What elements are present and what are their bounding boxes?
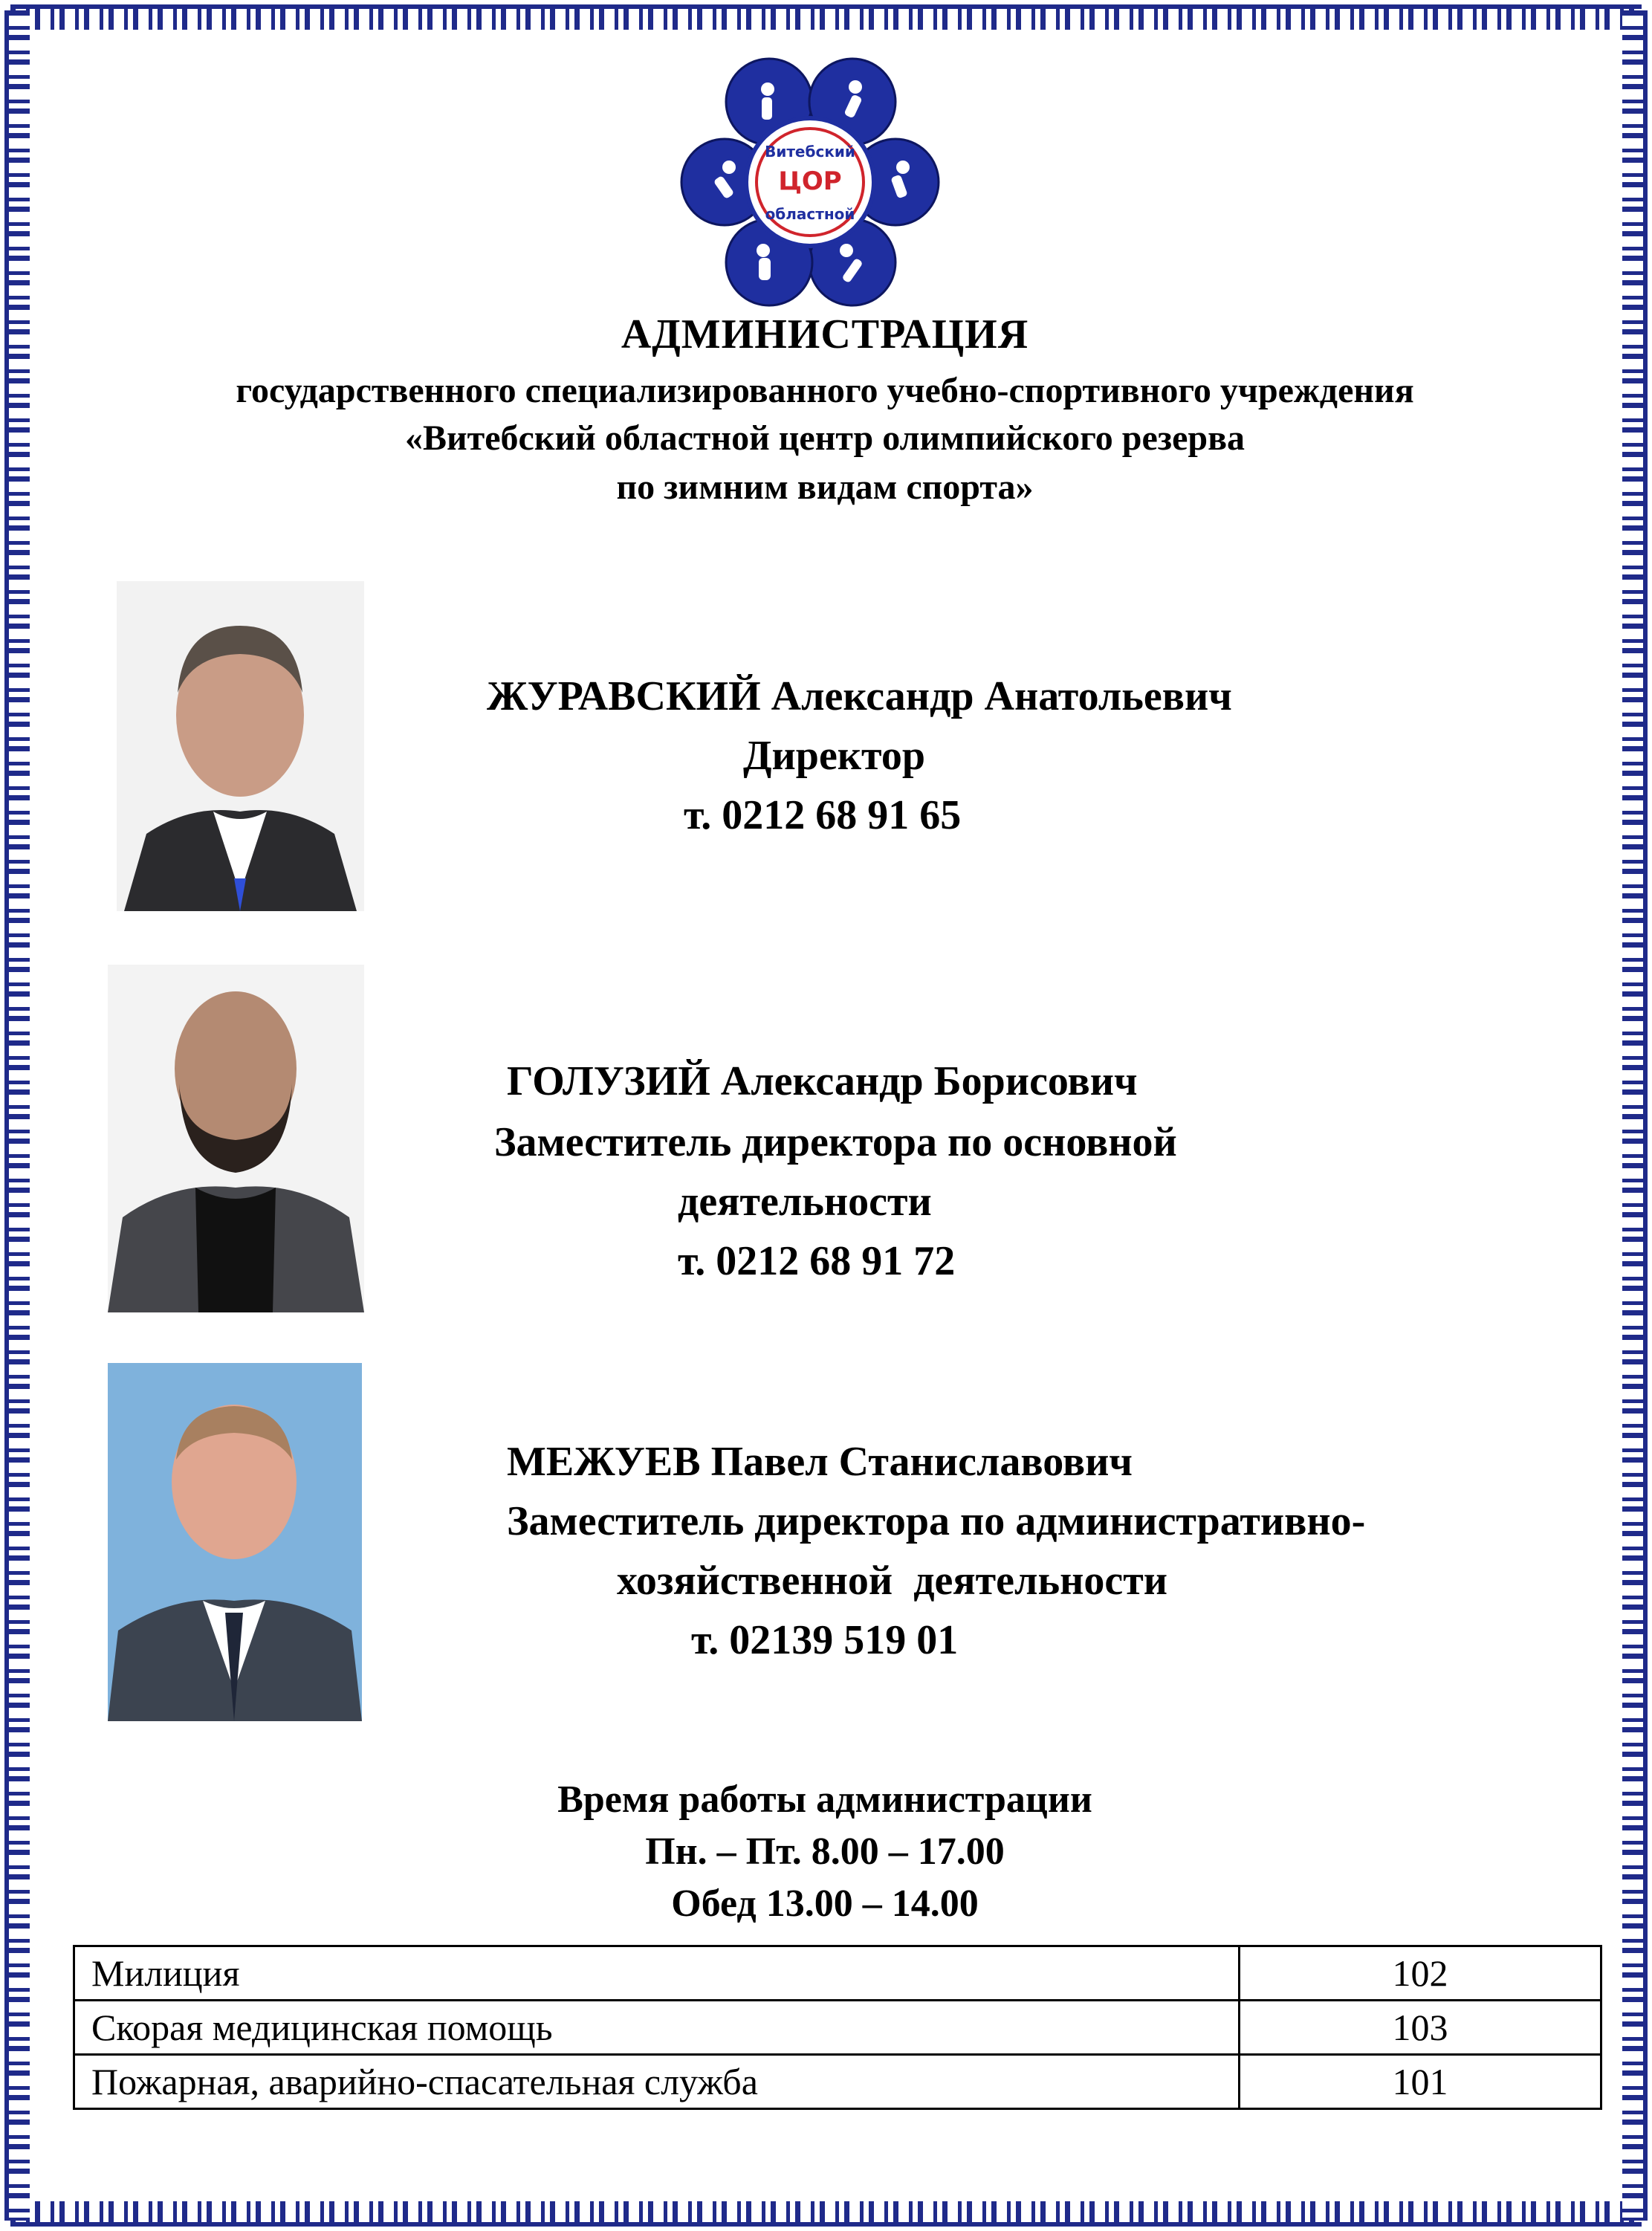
deputy-main-activity-position-line-2: деятельности	[678, 1179, 932, 1225]
emblem-text-bottom: областной	[765, 205, 855, 223]
service-name: Пожарная, аварийно-спасательная служба	[74, 2055, 1240, 2109]
table-row	[74, 2055, 1601, 2109]
director-position: Директор	[743, 733, 925, 779]
deputy-main-activity-name: ГОЛУЗИЙ Александр Борисович	[507, 1058, 1138, 1104]
deputy-administrative-position-line-2: хозяйственной деятельности	[617, 1558, 1167, 1604]
director-photo	[117, 581, 364, 911]
director-phone: т. 0212 68 91 65	[684, 792, 962, 838]
deputy-administrative-name: МЕЖУЕВ Павел Станиславович	[507, 1439, 1133, 1485]
frame-left-border	[4, 10, 30, 2221]
frame-bottom-border	[10, 2201, 1642, 2227]
emblem-text-top: Витебский	[765, 143, 855, 161]
working-hours-title: Время работы администрации	[557, 1778, 1092, 1821]
institution-line-2: «Витебский областной центр олимпийского резерва	[405, 418, 1245, 458]
olympic-reserve-center-emblem	[680, 56, 940, 308]
frame-top-border	[10, 4, 1642, 30]
institution-line-3: по зимним видам спорта»	[616, 467, 1034, 507]
service-name: Скорая медицинская помощь	[74, 2001, 1240, 2055]
service-number: 102	[1240, 1946, 1601, 2001]
deputy-administrative-phone: т. 02139 519 01	[691, 1617, 959, 1663]
institution-line-1: государственного специализированного учебно-спортивного учреждения	[236, 371, 1414, 410]
table-row	[74, 2001, 1601, 2055]
page-title: АДМИНИСТРАЦИЯ	[621, 311, 1029, 357]
deputy-main-activity-photo	[108, 965, 364, 1312]
emergency-numbers-table	[73, 1945, 1602, 2110]
director-name: ЖУРАВСКИЙ Александр Анатольевич	[487, 673, 1232, 719]
service-number: 101	[1240, 2055, 1601, 2109]
service-name: Милиция	[74, 1946, 1240, 2001]
emblem-text-center: ЦОР	[778, 166, 842, 196]
working-hours-lunch: Обед 13.00 – 14.00	[671, 1882, 979, 1925]
deputy-administrative-photo	[108, 1363, 362, 1721]
deputy-main-activity-position-line-1: Заместитель директора по основной	[494, 1119, 1177, 1165]
working-hours-weekdays: Пн. – Пт. 8.00 – 17.00	[645, 1830, 1005, 1873]
table-row	[74, 1946, 1601, 2001]
frame-right-border	[1622, 10, 1648, 2221]
service-number: 103	[1240, 2001, 1601, 2055]
deputy-main-activity-phone: т. 0212 68 91 72	[678, 1238, 956, 1284]
deputy-administrative-position-line-1: Заместитель директора по административно-	[507, 1498, 1366, 1544]
